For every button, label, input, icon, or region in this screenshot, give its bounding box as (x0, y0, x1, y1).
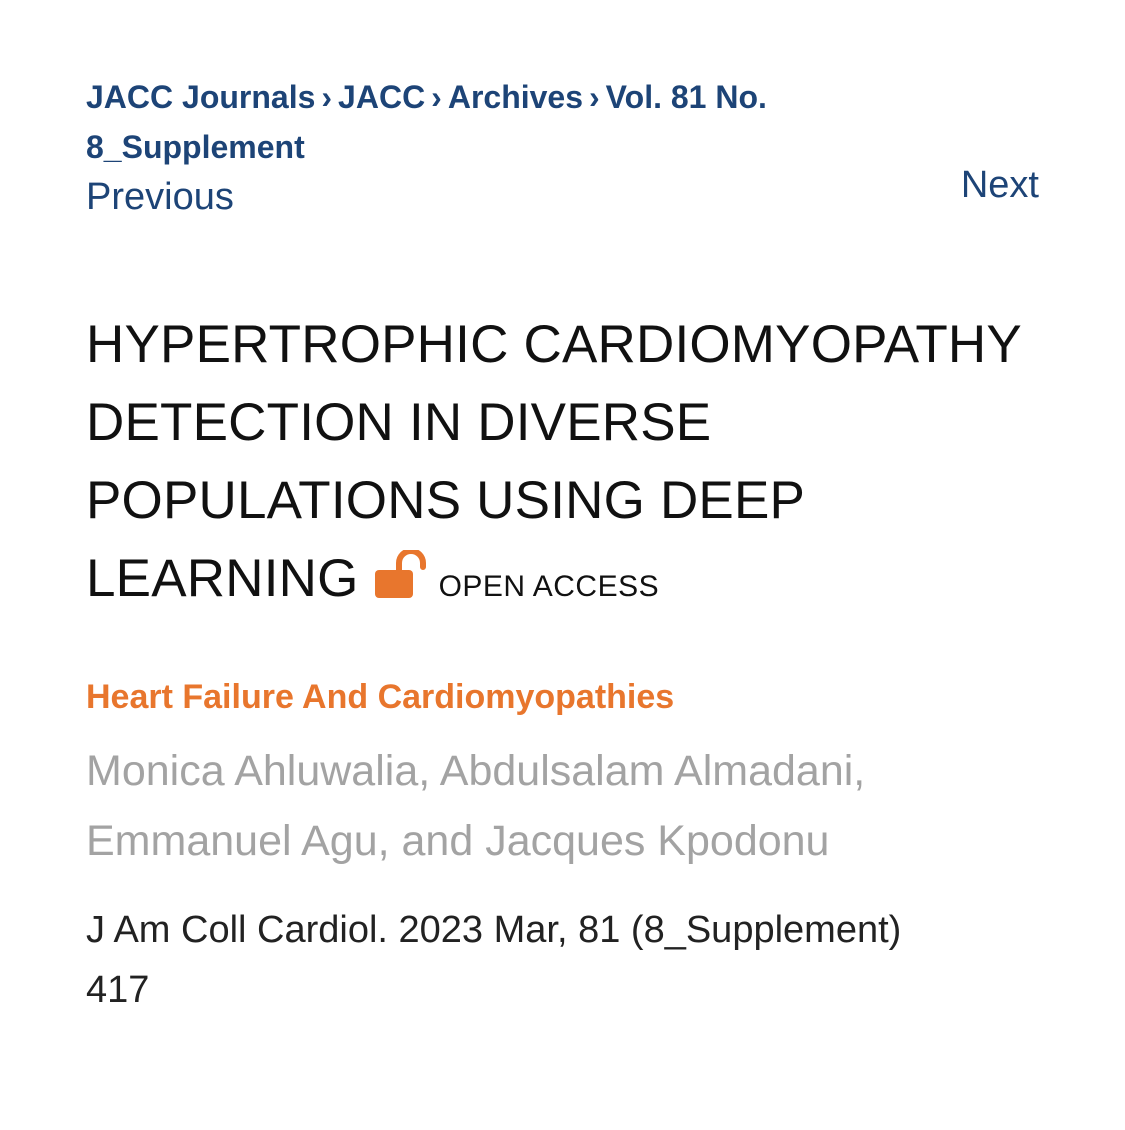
breadcrumb-item-jacc[interactable]: JACC (338, 79, 426, 115)
breadcrumb-separator: › (589, 79, 600, 115)
open-access-label: OPEN ACCESS (438, 570, 660, 603)
breadcrumb-separator: › (321, 79, 333, 115)
breadcrumb-item-jacc-journals[interactable]: JACC Journals (86, 79, 316, 115)
article-title-last-word: LEARNING (86, 549, 359, 608)
next-article-link[interactable]: Next (960, 164, 1039, 206)
article-title (86, 306, 1066, 626)
breadcrumb (86, 72, 846, 172)
breadcrumb-item-volume[interactable]: Vol. 81 No. 8_Supplement (86, 79, 767, 165)
citation-page: 417 (86, 969, 150, 1011)
previous-article-link[interactable]: Previous (86, 176, 234, 218)
article-title-text: HYPERTROPHIC CARDIOMYOPATHY DETECTION IN DIVERSE POPULATIONS USING DEEP (86, 315, 1021, 530)
title-tail (86, 540, 659, 626)
citation-line: J Am Coll Cardiol. 2023 Mar, 81 (8_Supplement) (86, 909, 902, 951)
article-category[interactable]: Heart Failure And Cardiomyopathies (86, 678, 675, 716)
article-citation (86, 900, 1046, 1020)
article-authors[interactable]: Monica Ahluwalia, Abdulsalam Almadani, Emmanuel Agu, and Jacques Kpodonu (86, 747, 866, 865)
open-lock-icon (373, 544, 431, 594)
breadcrumb-item-archives[interactable]: Archives (447, 79, 584, 115)
breadcrumb-separator: › (431, 79, 442, 115)
